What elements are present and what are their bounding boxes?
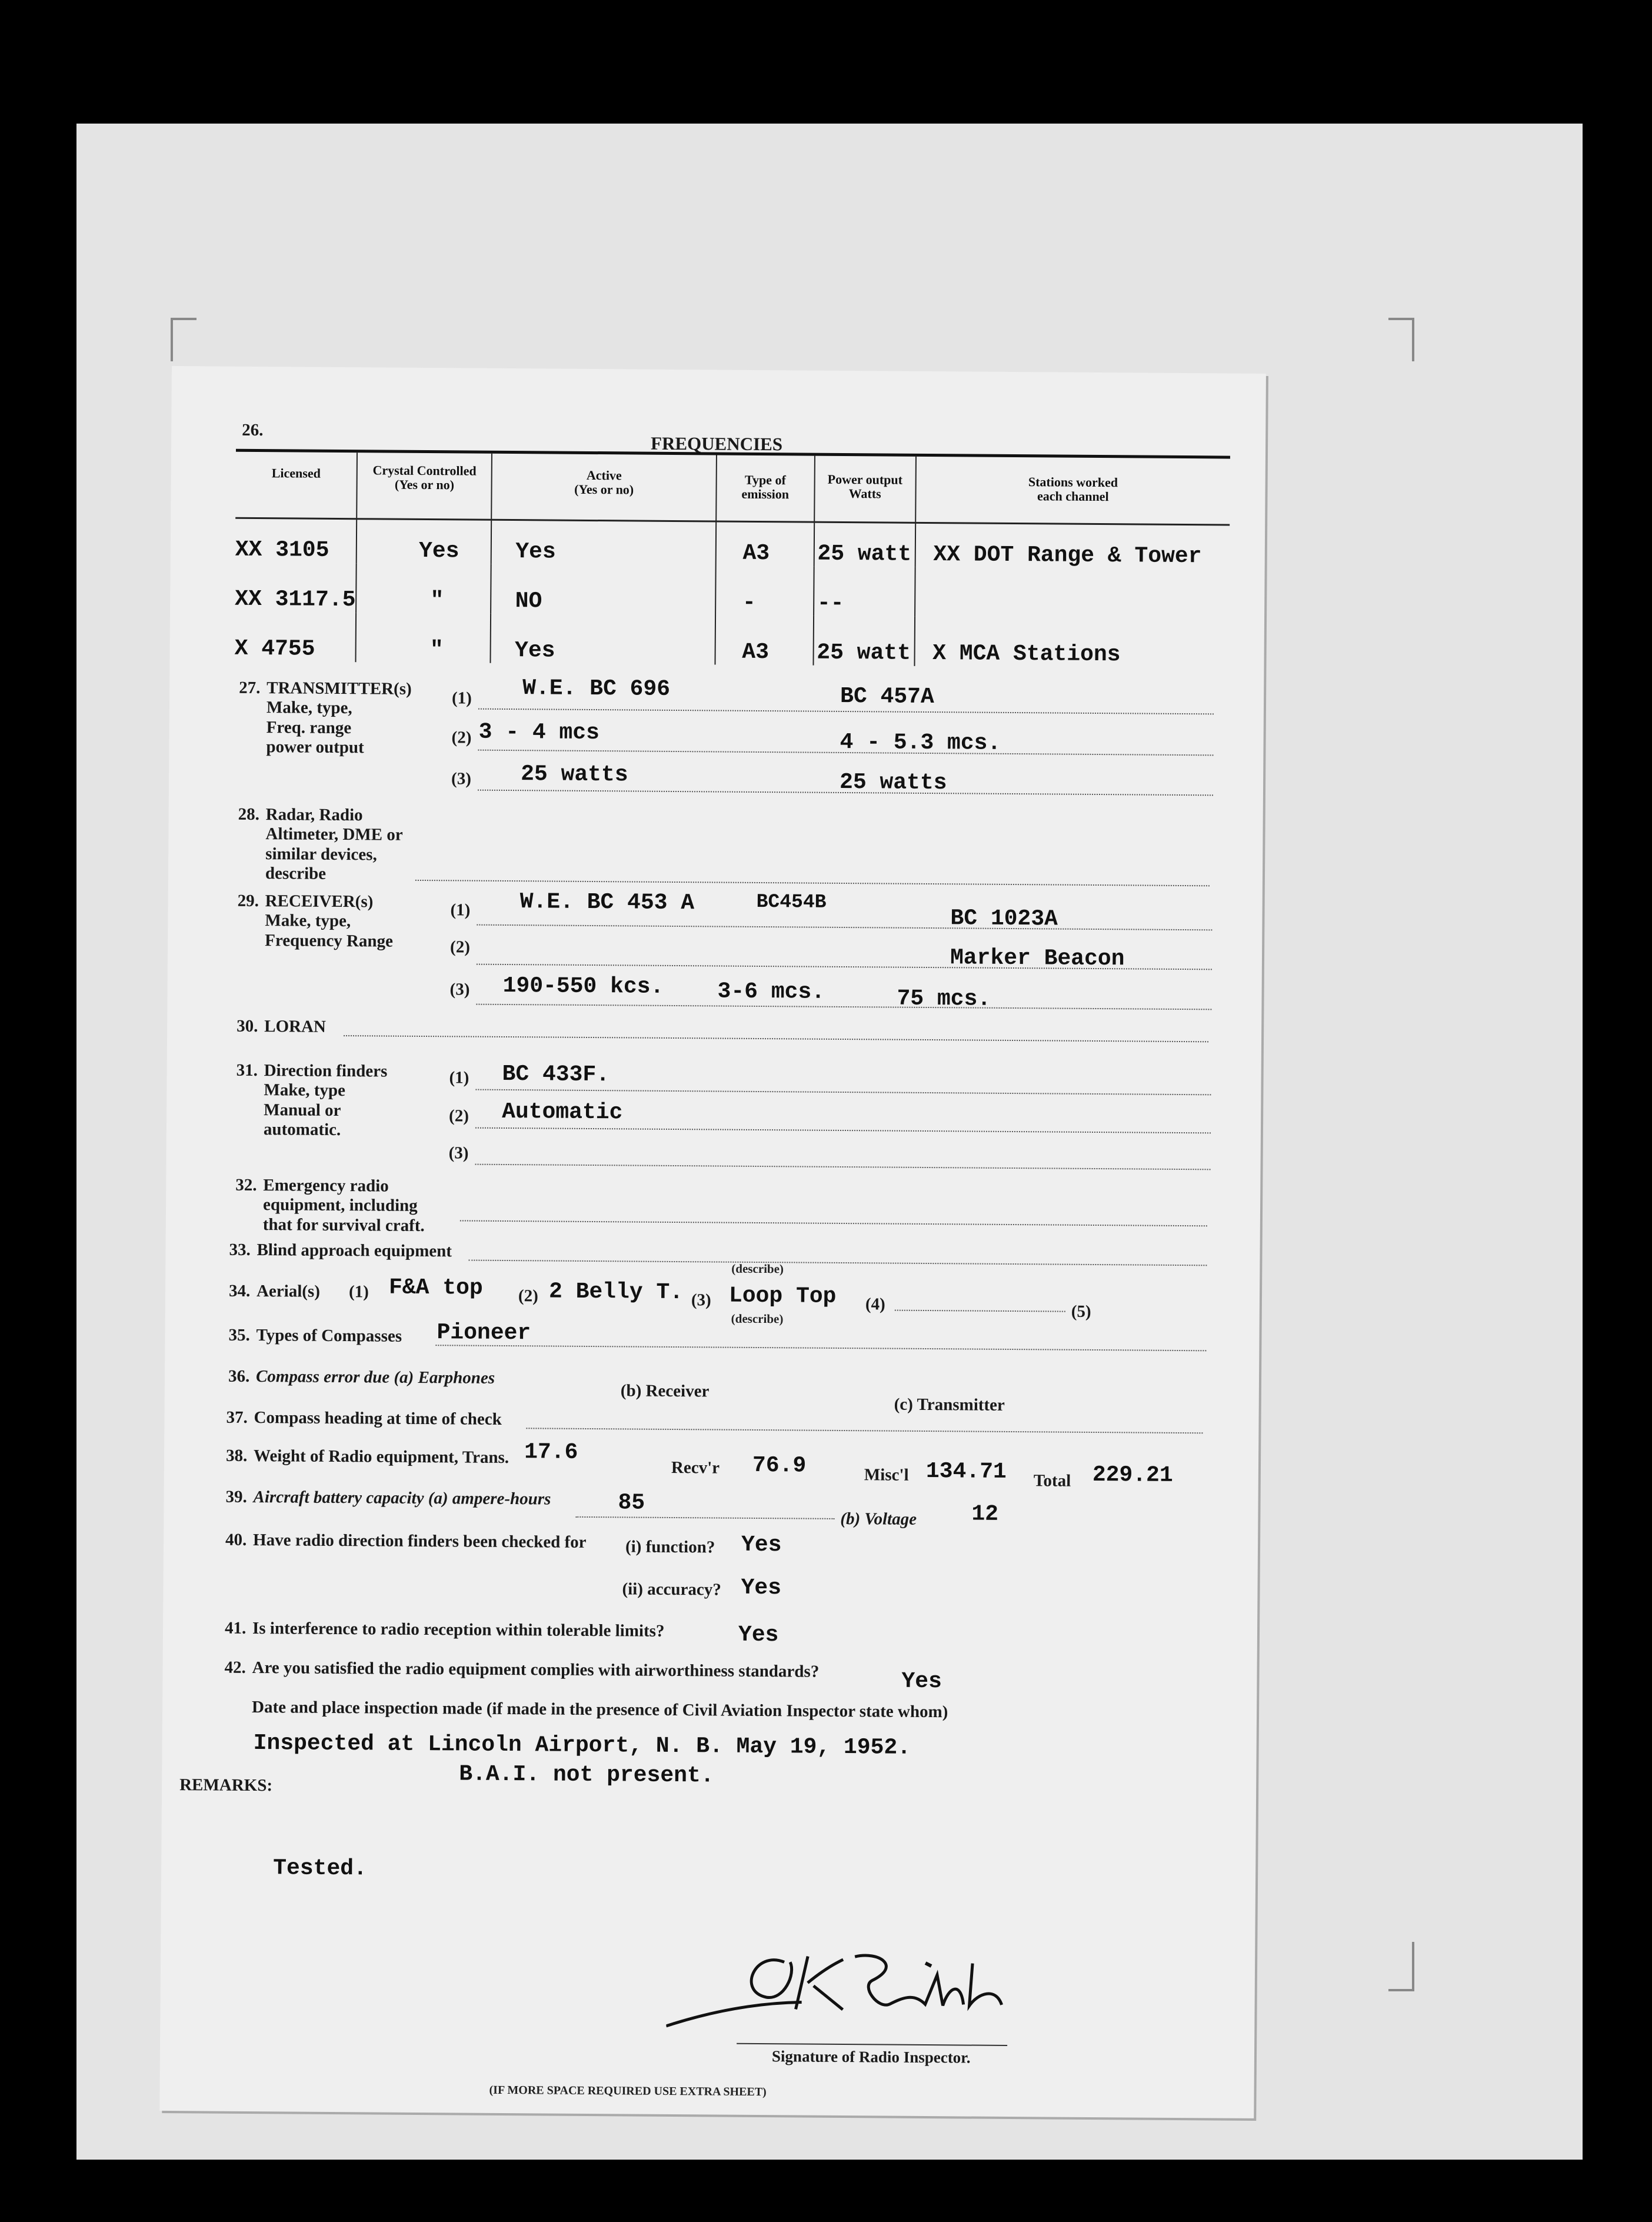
transmitter-error-label: (c) Transmitter [894, 1395, 1005, 1415]
aerial-2-number: (2) [518, 1286, 538, 1306]
item-34-label: Aerial(s) [256, 1282, 321, 1301]
weight-trans: 17.6 [524, 1439, 578, 1465]
cell-stations: XX DOT Range & Tower [915, 523, 1230, 570]
recv-label: Recv'r [671, 1458, 720, 1478]
dotted-line [476, 1004, 1211, 1010]
item-31-line2-number: (2) [449, 1106, 469, 1126]
item-33-label: Blind approach equipment [257, 1240, 452, 1261]
item-32-label: Emergency radio equipment, including that for survival craft. [262, 1176, 425, 1235]
item-38-label: Weight of Radio equipment, Trans. [253, 1446, 509, 1468]
col-header-licensed: Licensed [271, 465, 321, 481]
corner-mark [1388, 1942, 1414, 1991]
transmitter-3-b: 25 watts [839, 769, 947, 796]
dotted-line [344, 1035, 1208, 1042]
remarks-value: Tested. [273, 1855, 367, 1882]
cell-active: Yes [491, 614, 715, 665]
cell-power: -- [814, 567, 915, 617]
date-place-label: Date and place inspection made (if made in the presence of Civil Aviation Inspector state whom) [251, 1698, 948, 1722]
item-38-number: 38. [225, 1446, 248, 1465]
item-33-number: 33. [229, 1240, 251, 1259]
table-row [235, 518, 1230, 570]
item-34-number: 34. [228, 1281, 251, 1300]
battery-amp-hours: 85 [618, 1490, 645, 1516]
describe-note: (describe) [731, 1311, 784, 1326]
table-header-row [235, 452, 1230, 525]
dotted-line [435, 1345, 1206, 1351]
dotted-line [477, 924, 1212, 931]
aerial-3: Loop Top [728, 1283, 837, 1309]
cell-emission: A3 [715, 615, 814, 665]
item-29-label: RECEIVER(s) Make, type, Frequency Range [265, 892, 394, 951]
col-header-active: Active (Yes or no) [492, 454, 717, 521]
interference-value: Yes [738, 1622, 779, 1648]
inspection-form-sheet [159, 366, 1266, 2118]
receiver-3-a: 190-550 kcs. [502, 973, 664, 1000]
cell-licensed: XX 3105 [235, 537, 329, 563]
direction-finder-1: BC 433F. [502, 1061, 610, 1088]
function-label: (i) function? [625, 1537, 715, 1557]
corner-mark [171, 318, 196, 361]
item-36-label: Compass error due (a) Earphones [255, 1367, 495, 1388]
table-row [235, 563, 1230, 619]
transmitter-3-a: 25 watts [521, 761, 628, 788]
item-31-label: Direction finders Make, type Manual or automatic. [263, 1061, 388, 1140]
signature-scribble [666, 1938, 1020, 2043]
dotted-line [460, 1220, 1207, 1226]
accuracy-value: Yes [741, 1575, 782, 1601]
transmitter-1-b: BC 457A [840, 683, 934, 710]
dotted-line [575, 1516, 834, 1519]
item-35-number: 35. [228, 1325, 250, 1345]
aerial-4-number: (4) [865, 1295, 885, 1314]
item-40-label: Have radio direction finders been checked for [252, 1531, 587, 1552]
cell-active: Yes [491, 520, 716, 566]
transmitter-2-a: 3 - 4 mcs [478, 719, 600, 746]
item-29-number: 29. [237, 891, 259, 911]
item-39-number: 39. [225, 1487, 247, 1506]
col-header-crystal: Crystal Controlled (Yes or no) [357, 453, 492, 520]
direction-finder-2: Automatic [502, 1099, 623, 1126]
item-41-label: Is interference to radio reception within tolerable limits? [252, 1619, 665, 1641]
receiver-3-c: 75 mcs. [897, 986, 991, 1012]
item-29-line3-number: (3) [449, 980, 470, 999]
dotted-line [475, 1127, 1211, 1134]
receiver-error-label: (b) Receiver [620, 1381, 710, 1401]
inspection-line-2: B.A.I. not present. [459, 1761, 714, 1789]
section-number: 26. [242, 420, 264, 440]
inspection-line-1: Inspected at Lincoln Airport, N. B. May 19, 1952. [253, 1731, 911, 1761]
describe-note: (describe) [731, 1261, 784, 1276]
item-31-line1-number: (1) [449, 1068, 469, 1087]
compass-type: Pioneer [437, 1320, 531, 1346]
item-31-number: 31. [236, 1060, 258, 1080]
accuracy-label: (ii) accuracy? [622, 1579, 721, 1599]
total-label: Total [1033, 1471, 1071, 1491]
transmitter-2-b: 4 - 5.3 mcs. [840, 729, 1001, 756]
transmitter-1-a: W.E. BC 696 [522, 676, 671, 702]
frequencies-table [234, 452, 1230, 668]
weight-total: 229.21 [1092, 1462, 1173, 1488]
cell-emission: A3 [715, 521, 814, 566]
item-39-label: Aircraft battery capacity (a) ampere-hours [253, 1488, 551, 1509]
remarks-label: REMARKS: [179, 1775, 273, 1795]
aerial-5-number: (5) [1071, 1302, 1091, 1321]
item-31-line3-number: (3) [448, 1143, 469, 1163]
item-36-number: 36. [228, 1366, 250, 1386]
col-header-power: Power output Watts [814, 456, 916, 523]
item-37-number: 37. [226, 1408, 248, 1427]
aerial-2: 2 Belly T. [548, 1279, 684, 1306]
handwritten-signature [666, 1938, 1020, 2040]
item-35-label: Types of Compasses [256, 1326, 402, 1346]
item-40-number: 40. [225, 1530, 247, 1549]
section-title: FREQUENCIES [650, 433, 783, 455]
signature-caption: Signature of Radio Inspector. [771, 2047, 971, 2067]
cell-crystal: " [356, 613, 491, 663]
dotted-line [468, 1260, 1207, 1266]
cell-crystal: " [356, 563, 491, 614]
cell-stations: X MCA Stations [914, 617, 1229, 668]
dotted-line [526, 1428, 1203, 1433]
table-row [234, 612, 1229, 668]
item-30-label: LORAN [264, 1017, 327, 1036]
aerial-1: F&A top [388, 1275, 483, 1301]
cell-power: 25 watt [813, 616, 915, 666]
cell-power: 25 watt [814, 522, 915, 567]
col-header-emission: Type of emission [716, 455, 815, 521]
cell-licensed: X 4755 [234, 636, 315, 662]
dotted-line [415, 880, 1210, 886]
voltage-label: (b) Voltage [840, 1509, 917, 1529]
cell-stations [915, 567, 1230, 619]
dotted-line [895, 1310, 1065, 1312]
item-37-label: Compass heading at time of check [254, 1408, 502, 1429]
receiver-3-b: 3-6 mcs. [717, 979, 825, 1005]
item-29-line1-number: (1) [450, 900, 471, 920]
col-header-stations: Stations worked each channel [915, 457, 1230, 525]
cell-licensed: XX 3117.5 [235, 586, 356, 613]
receiver-1-c: BC 1023A [950, 906, 1058, 932]
corner-mark [1388, 318, 1414, 361]
item-27-line2-number: (2) [451, 728, 472, 747]
aerial-3-number: (3) [691, 1290, 711, 1310]
airworthiness-value: Yes [901, 1668, 942, 1695]
dotted-line [475, 1089, 1211, 1096]
item-28-label: Radar, Radio Altimeter, DME or similar devices, describe [265, 805, 403, 883]
item-42-number: 42. [224, 1658, 246, 1677]
item-29-line2-number: (2) [450, 937, 471, 957]
receiver-1-a: W.E. BC 453 A [519, 889, 695, 916]
dotted-line [478, 708, 1214, 715]
weight-misc: 134.71 [925, 1458, 1007, 1485]
function-value: Yes [741, 1532, 782, 1558]
aerial-1-number: (1) [348, 1282, 369, 1302]
item-27-line3-number: (3) [451, 769, 472, 789]
item-41-number: 41. [224, 1618, 247, 1638]
cell-crystal: Yes [357, 518, 492, 564]
cell-emission: - [715, 566, 814, 616]
misc-label: Misc'l [864, 1465, 909, 1485]
item-27-number: 27. [239, 678, 261, 698]
item-27-label: TRANSMITTER(s) Make, type, Freq. range power output [266, 678, 412, 757]
item-42-label: Are you satisfied the radio equipment complies with airworthiness standards? [252, 1658, 820, 1681]
item-30-number: 30. [237, 1016, 258, 1036]
weight-recv: 76.9 [752, 1452, 807, 1479]
signature-line [737, 2043, 1007, 2046]
item-27-line1-number: (1) [451, 688, 472, 708]
dotted-line [475, 1164, 1211, 1170]
battery-voltage: 12 [971, 1501, 999, 1527]
item-28-number: 28. [238, 804, 260, 824]
receiver-2-c: Marker Beacon [950, 945, 1125, 972]
cell-active: NO [491, 564, 716, 616]
extra-sheet-note: (IF MORE SPACE REQUIRED USE EXTRA SHEET) [489, 2083, 767, 2099]
receiver-1-b: BC454B [756, 890, 827, 913]
item-32-number: 32. [235, 1175, 257, 1195]
